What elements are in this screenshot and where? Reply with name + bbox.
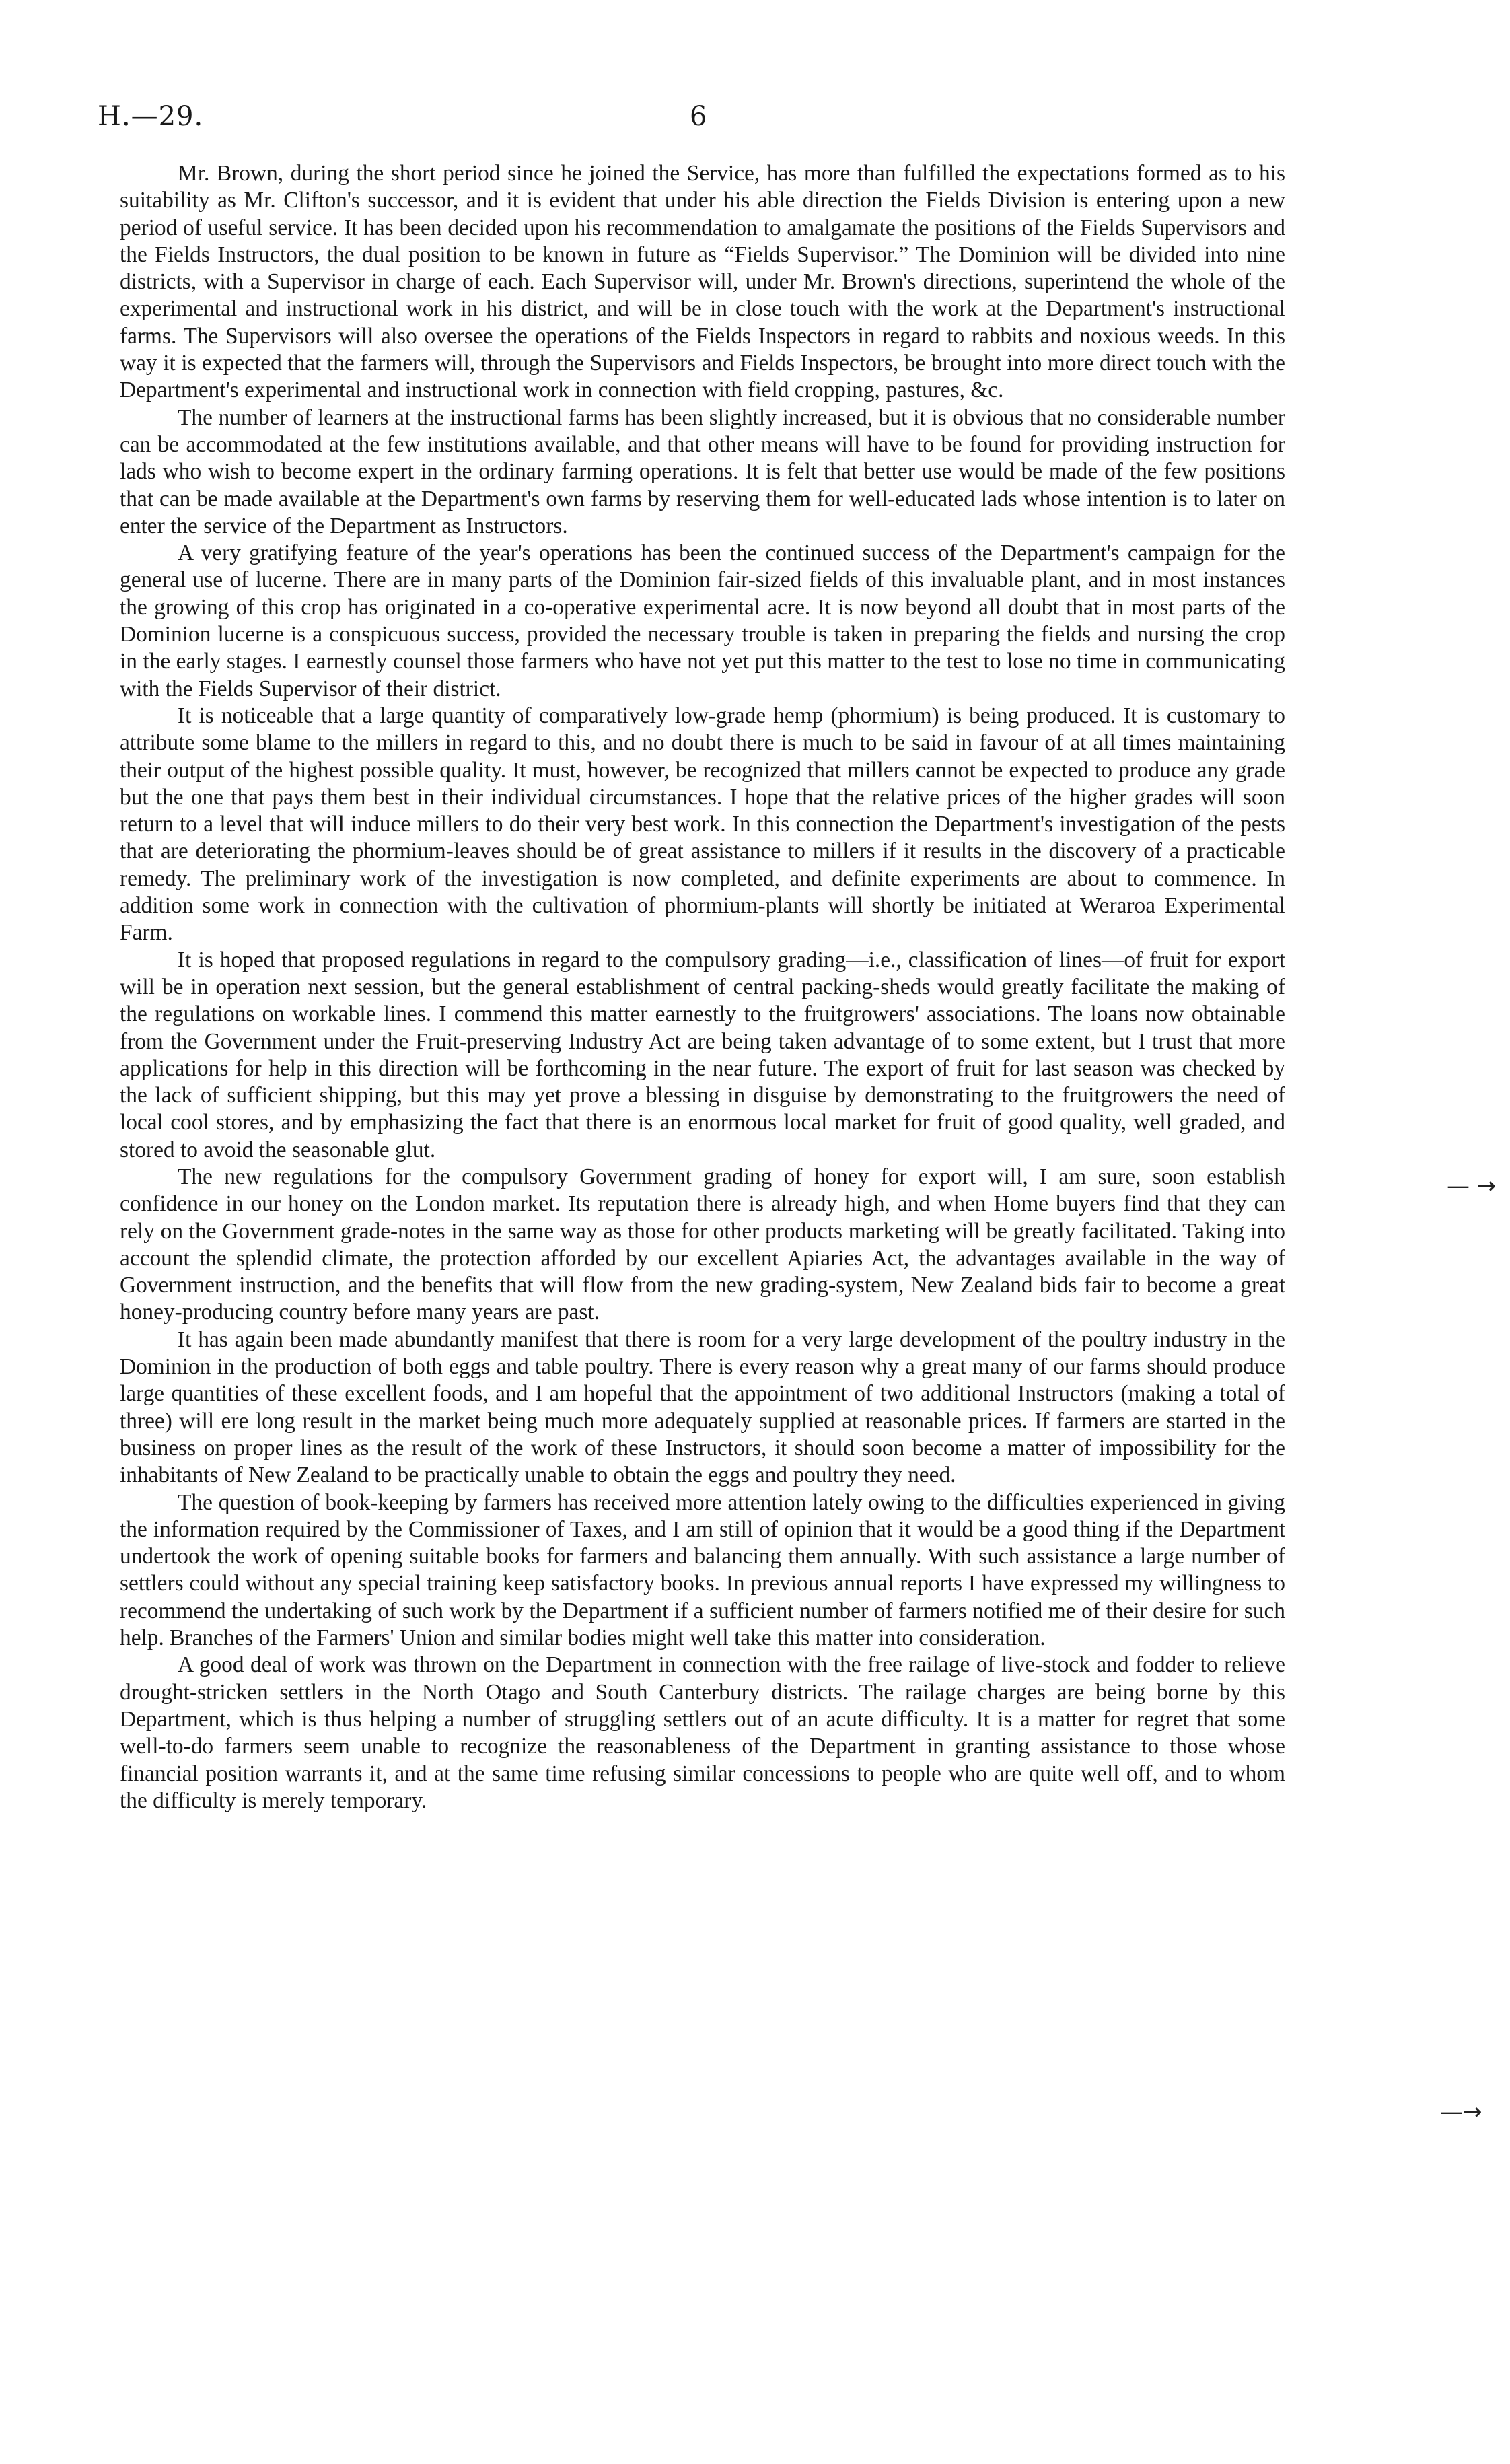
page-number: 6 [690,101,707,132]
margin-arrow-mark: — → [1447,1172,1497,1199]
paragraph-lucerne: A very gratifying feature of the year's operations has been the continued success of the Department's campaign for the general use of lucerne. There are in many parts of the Dominion fair-sized fields of this invaluable plant, and in most instances the growing of this crop has originated in a co-operative experimental acre. It is now beyond all doubt that in most parts of the Dominion lucerne is a conspicuous success, provided the necessary trouble is taken in preparing the fields and nursing the crop in the early stages. I earnestly counsel those farmers who have not yet put this matter to the test to lose no time in communicating with the Fields Supervisor of their district. [120,540,1285,701]
paragraph-poultry: It has again been made abundantly manifest that there is room for a very large development of the poultry industry in the Dominion in the production of both eggs and table poultry. There is every reason why a great many of our farms should produce large quantities of these excellent foods, and I am hopeful that the appointment of two additional Instructors (making a total of three) will ere long result in the market being much more adequately supplied at reasonable prices. If farmers are started in the business on proper lines as the result of the work of these Instructors, it should soon become a matter of impossibility for the inhabitants of New Zealand to be practically unable to obtain the eggs and poultry they need. [120,1327,1285,1488]
margin-arrow-mark: —→ [1440,2099,1482,2125]
paragraph-fields-division: Mr. Brown, during the short period since he joined the Service, has more than fulfilled the expectations formed as to his suitability as Mr. Clifton's successor, and it is evident that under his able direction the Fields Division is entering upon a new period of useful service. It has been decided upon his recommendation to amalgamate the positions of the Fields Supervisors and the Fields Instructors, the dual position to be known in future as “Fields Supervisor.” The Dominion will be divided into nine districts, with a Supervisor in charge of each. Each Supervisor will, under Mr. Brown's directions, superintend the whole of the experimental and instructional work in his district, and will be in close touch with the work at the Department's instructional farms. The Supervisors will also oversee the operations of the Fields Inspectors in regard to rabbits and noxious weeds. In this way it is expected that the farmers will, through the Supervisors and Fields Inspectors, be brought into more direct touch with the Department's experimental and instructional work in connection with field cropping, pastures, &c. [120,161,1285,403]
paragraph-railage: A good deal of work was thrown on the Department in connection with the free railage of live-stock and fodder to relieve drought-stricken settlers in the North Otago and South Canterbury districts. The railage charges are being borne by this Department, which is thus helping a number of struggling settlers out of an acute difficulty. It is a matter for regret that some well-to-do farmers seem unable to recognize the reasonableness of the Department in granting assistance to those whose financial position warrants it, and at the same time refusing similar concessions to people who are quite well off, and to whom the difficulty is merely temporary. [120,1652,1285,1813]
paragraph-book-keeping: The question of book-keeping by farmers has received more attention lately owing to the difficulties experienced in giving the information required by the Commissioner of Taxes, and I am still of opinion that it would be a good thing if the Department undertook the work of opening suitable books for farmers and balancing them annually. With such assistance a large number of settlers could without any special training keep satisfactory books. In previous annual reports I have expressed my willingness to recommend the undertaking of such work by the Department if a sufficient number of farmers notified me of their desire for such help. Branches of the Farmers' Union and similar bodies might well take this matter into consideration. [120,1489,1285,1651]
paragraph-hemp: It is noticeable that a large quantity of comparatively low-grade hemp (phormium) is being produced. It is customary to attribute some blame to the millers in regard to this, and no doubt there is much to be said in favour of at all times maintaining their output of the highest possible quality. It must, however, be recognized that millers cannot be expected to produce any grade but the one that pays them best in their individual circumstances. I hope that the relative prices of the higher grades will soon return to a level that will induce millers to do their very best work. In this connection the Department's investigation of the pests that are deteriorating the phormium-leaves should be of great assistance to millers if it results in the discovery of a practicable remedy. The preliminary work of the investigation is now completed, and definite experiments are about to commence. In addition some work in connection with the cultivation of phormium-plants will shortly be initiated at Weraroa Experimental Farm. [120,703,1285,946]
paragraph-honey: The new regulations for the compulsory Government grading of honey for export will, I am sure, soon establish confidence in our honey on the London market. Its reputation there is already high, and when Home buyers find that they can rely on the Government grade-notes in the same way as those for other products marketing will be greatly facilitated. Taking into account the splendid climate, the protection afforded by our excellent Apiaries Act, the advantages available in the way of Government instruction, and the benefits that will flow from the new grading-system, New Zealand bids fair to become a great honey-producing country before many years are past. [120,1164,1285,1325]
body-text [120,160,1285,1815]
document-reference: H.—29. [98,101,204,132]
paragraph-fruit-export: It is hoped that proposed regulations in regard to the compulsory grading—i.e., classification of lines—of fruit for export will be in operation next session, but the general establishment of central packing-sheds would greatly facilitate the making of the regulations on workable lines. I commend this matter earnestly to the fruitgrowers' associations. The loans now obtainable from the Government under the Fruit-preserving Industry Act are being taken advantage of to some extent, but I trust that more applications for help in this direction will be forthcoming in the near future. The export of fruit for last season was checked by the lack of sufficient shipping, but this may yet prove a blessing in disguise by demonstrating to the fruitgrowers the need of local cool stores, and by emphasizing the fact that there is an enormous local market for fruit of good quality, well graded, and stored to avoid the seasonable glut. [120,947,1285,1162]
page-header [98,101,1302,141]
paragraph-learners: The number of learners at the instructional farms has been slightly increased, but it is obvious that no considerable number can be accommodated at the few institutions available, and that other means will have to be found for providing instruction for lads who wish to become expert in the ordinary farming operations. It is felt that better use would be made of the few positions that can be made available at the Department's own farms by reserving them for well-educated lads whose intention is to later on enter the service of the Department as Instructors. [120,404,1285,538]
